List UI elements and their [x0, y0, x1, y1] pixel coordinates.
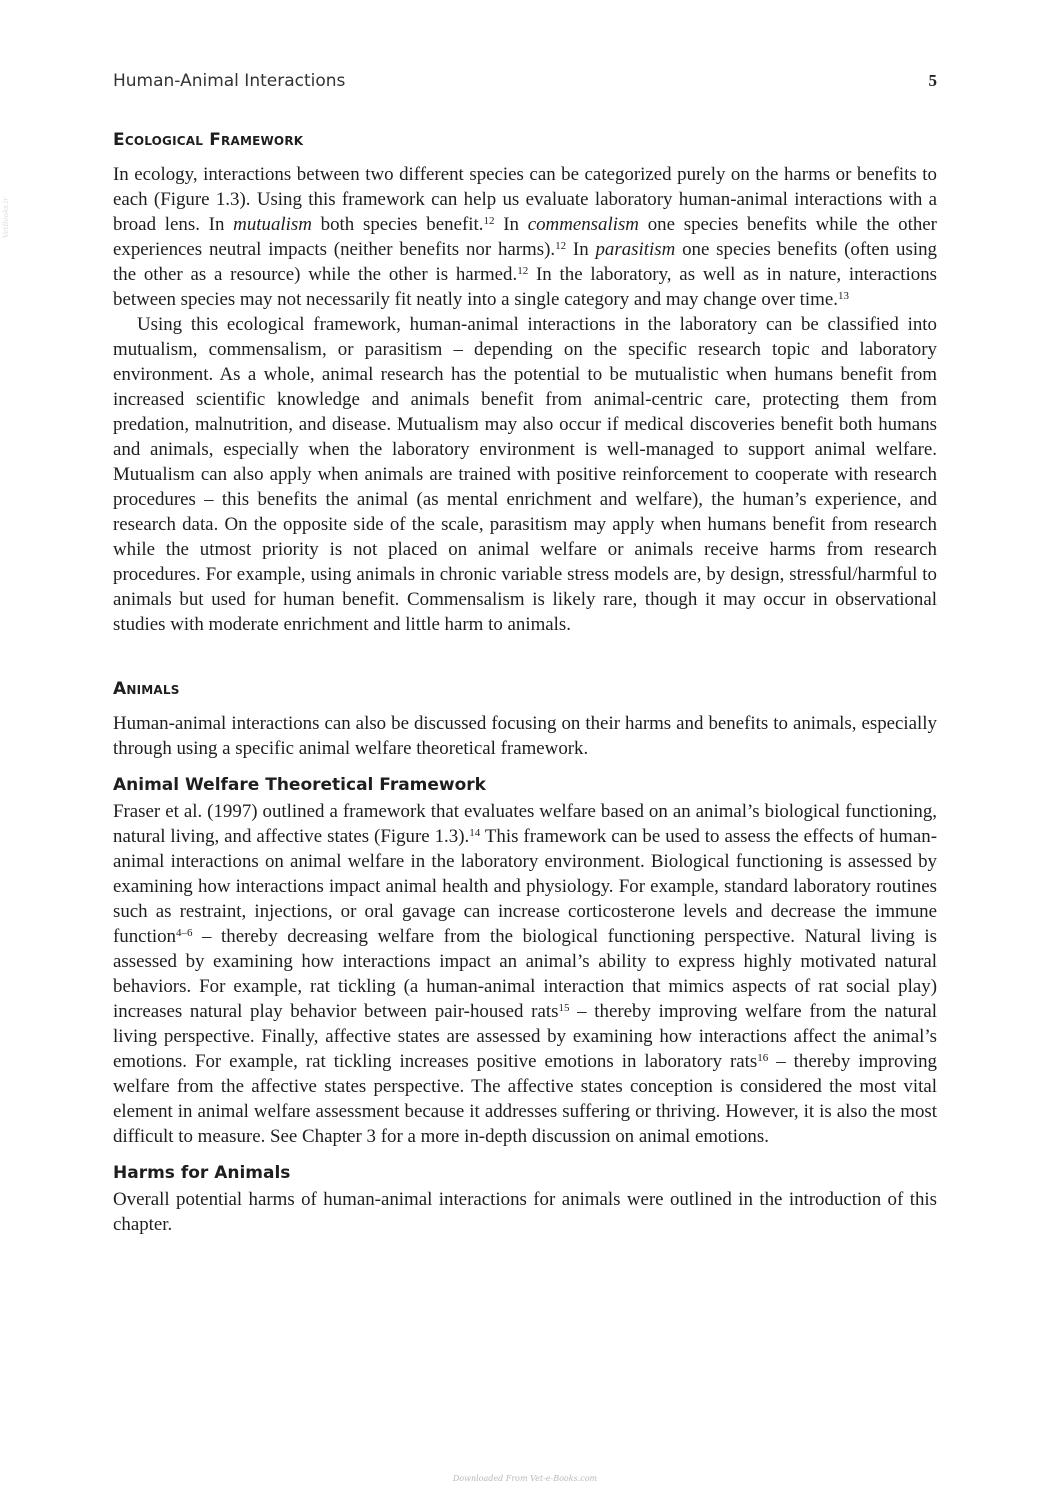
body-content	[113, 126, 937, 1237]
subsection-heading-harms: Harms for Animals	[113, 1163, 291, 1183]
running-header	[113, 71, 937, 91]
subsection-heading-welfare-framework: Animal Welfare Theoretical Framework	[113, 775, 486, 795]
side-watermark: VetBooks.ir	[2, 197, 10, 238]
paragraph-animals-intro: Human-animal interactions can also be discussed focusing on their harms and benefits to animals, especially through using a specific animal welfare theoretical framework.	[113, 713, 937, 759]
footer-watermark: Downloaded From Vet-e-Books.com	[452, 1474, 598, 1483]
paragraph-ecology-classification: Using this ecological framework, human-animal interactions in the laboratory can be classified into mutualism, commensalism, or parasitism – depending on the specific research topic and laboratory environment. As a whole, animal research has the potential to be mutualistic when humans benefit from increased scientific knowledge and animals benefit from animal-centric care, protecting them from predation, malnutrition, and disease. Mutualism may also occur if medical discoveries benefit both humans and animals, especially when the laboratory environment is well-managed to support animal welfare. Mutualism can also apply when animals are trained with positive reinforcement to cooperate with research procedures – this benefits the animal (as mental enrichment and welfare), the human’s experience, and research data. On the opposite side of the scale, parasitism may apply when humans benefit from research while the utmost priority is not placed on animal welfare or animals receive harms from research procedures. For example, using animals in chronic variable stress models are, by design, stressful/harmful to animals but used for human benefit. Commensalism is likely rare, though it may occur in observational studies with moderate enrichment and little harm to animals.	[113, 314, 937, 635]
paragraph-welfare-framework: Fraser et al. (1997) outlined a framework that evaluates welfare based on an animal’s biological functioning, natural living, and affective states (Figure 1.3).$^{14}$ This framework can be used to assess the effects of human-animal interactions on animal welfare in the laboratory environment. Biological functioning is assessed by examining how interactions impact animal health and physiology. For example, standard laboratory routines such as restraint, injections, or oral gavage can increase corticosterone levels and decrease the immune function$^{4-6}$ – thereby decreasing welfare from the biological functioning perspective. Natural living is assessed by examining how interactions impact an animal’s ability to express highly motivated natural behaviors. For example, rat tickling (a human-animal interaction that mimics aspects of rat social play) increases natural play behavior between pair-housed rats$^{15}$ – thereby improving welfare from the natural living perspective. Finally, affective states are assessed by examining how interactions affect the animal’s emotions. For example, rat tickling increases positive emotions in laboratory rats$^{16}$ – thereby improving welfare from the affective states perspective. The affective states conception is considered the most vital element in animal welfare assessment because it addresses suffering or thriving. However, it is also the most difficult to measure. See Chapter 3 for a more in-depth discussion on animal emotions.	[113, 801, 937, 1147]
page-number: 5	[928, 71, 937, 90]
section-heading-ecological-framework: Ecological Framework	[113, 130, 304, 150]
running-title: Human-Animal Interactions	[113, 71, 346, 91]
paragraph-ecology-intro: In ecology, interactions between two different species can be categorized purely on the harms or benefits to each (Figure 1.3). Using this framework can help us evaluate laboratory human-animal interactions with a broad lens. In mutualism both species benefit.$^{12}$ In commensalism one species benefits while the other experiences neutral impacts (neither benefits nor harms).$^{12}$ In parasitism one species benefits (often using the other as a resource) while the other is harmed.$^{12}$ In the laboratory, as well as in nature, interactions between species may not necessarily fit neatly into a single category and may change over time.$^{13}$	[113, 164, 937, 310]
section-heading-animals: Animals	[113, 679, 180, 699]
paragraph-harms: Overall potential harms of human-animal interactions for animals were outlined in the introduction of this chapter.	[113, 1189, 937, 1235]
